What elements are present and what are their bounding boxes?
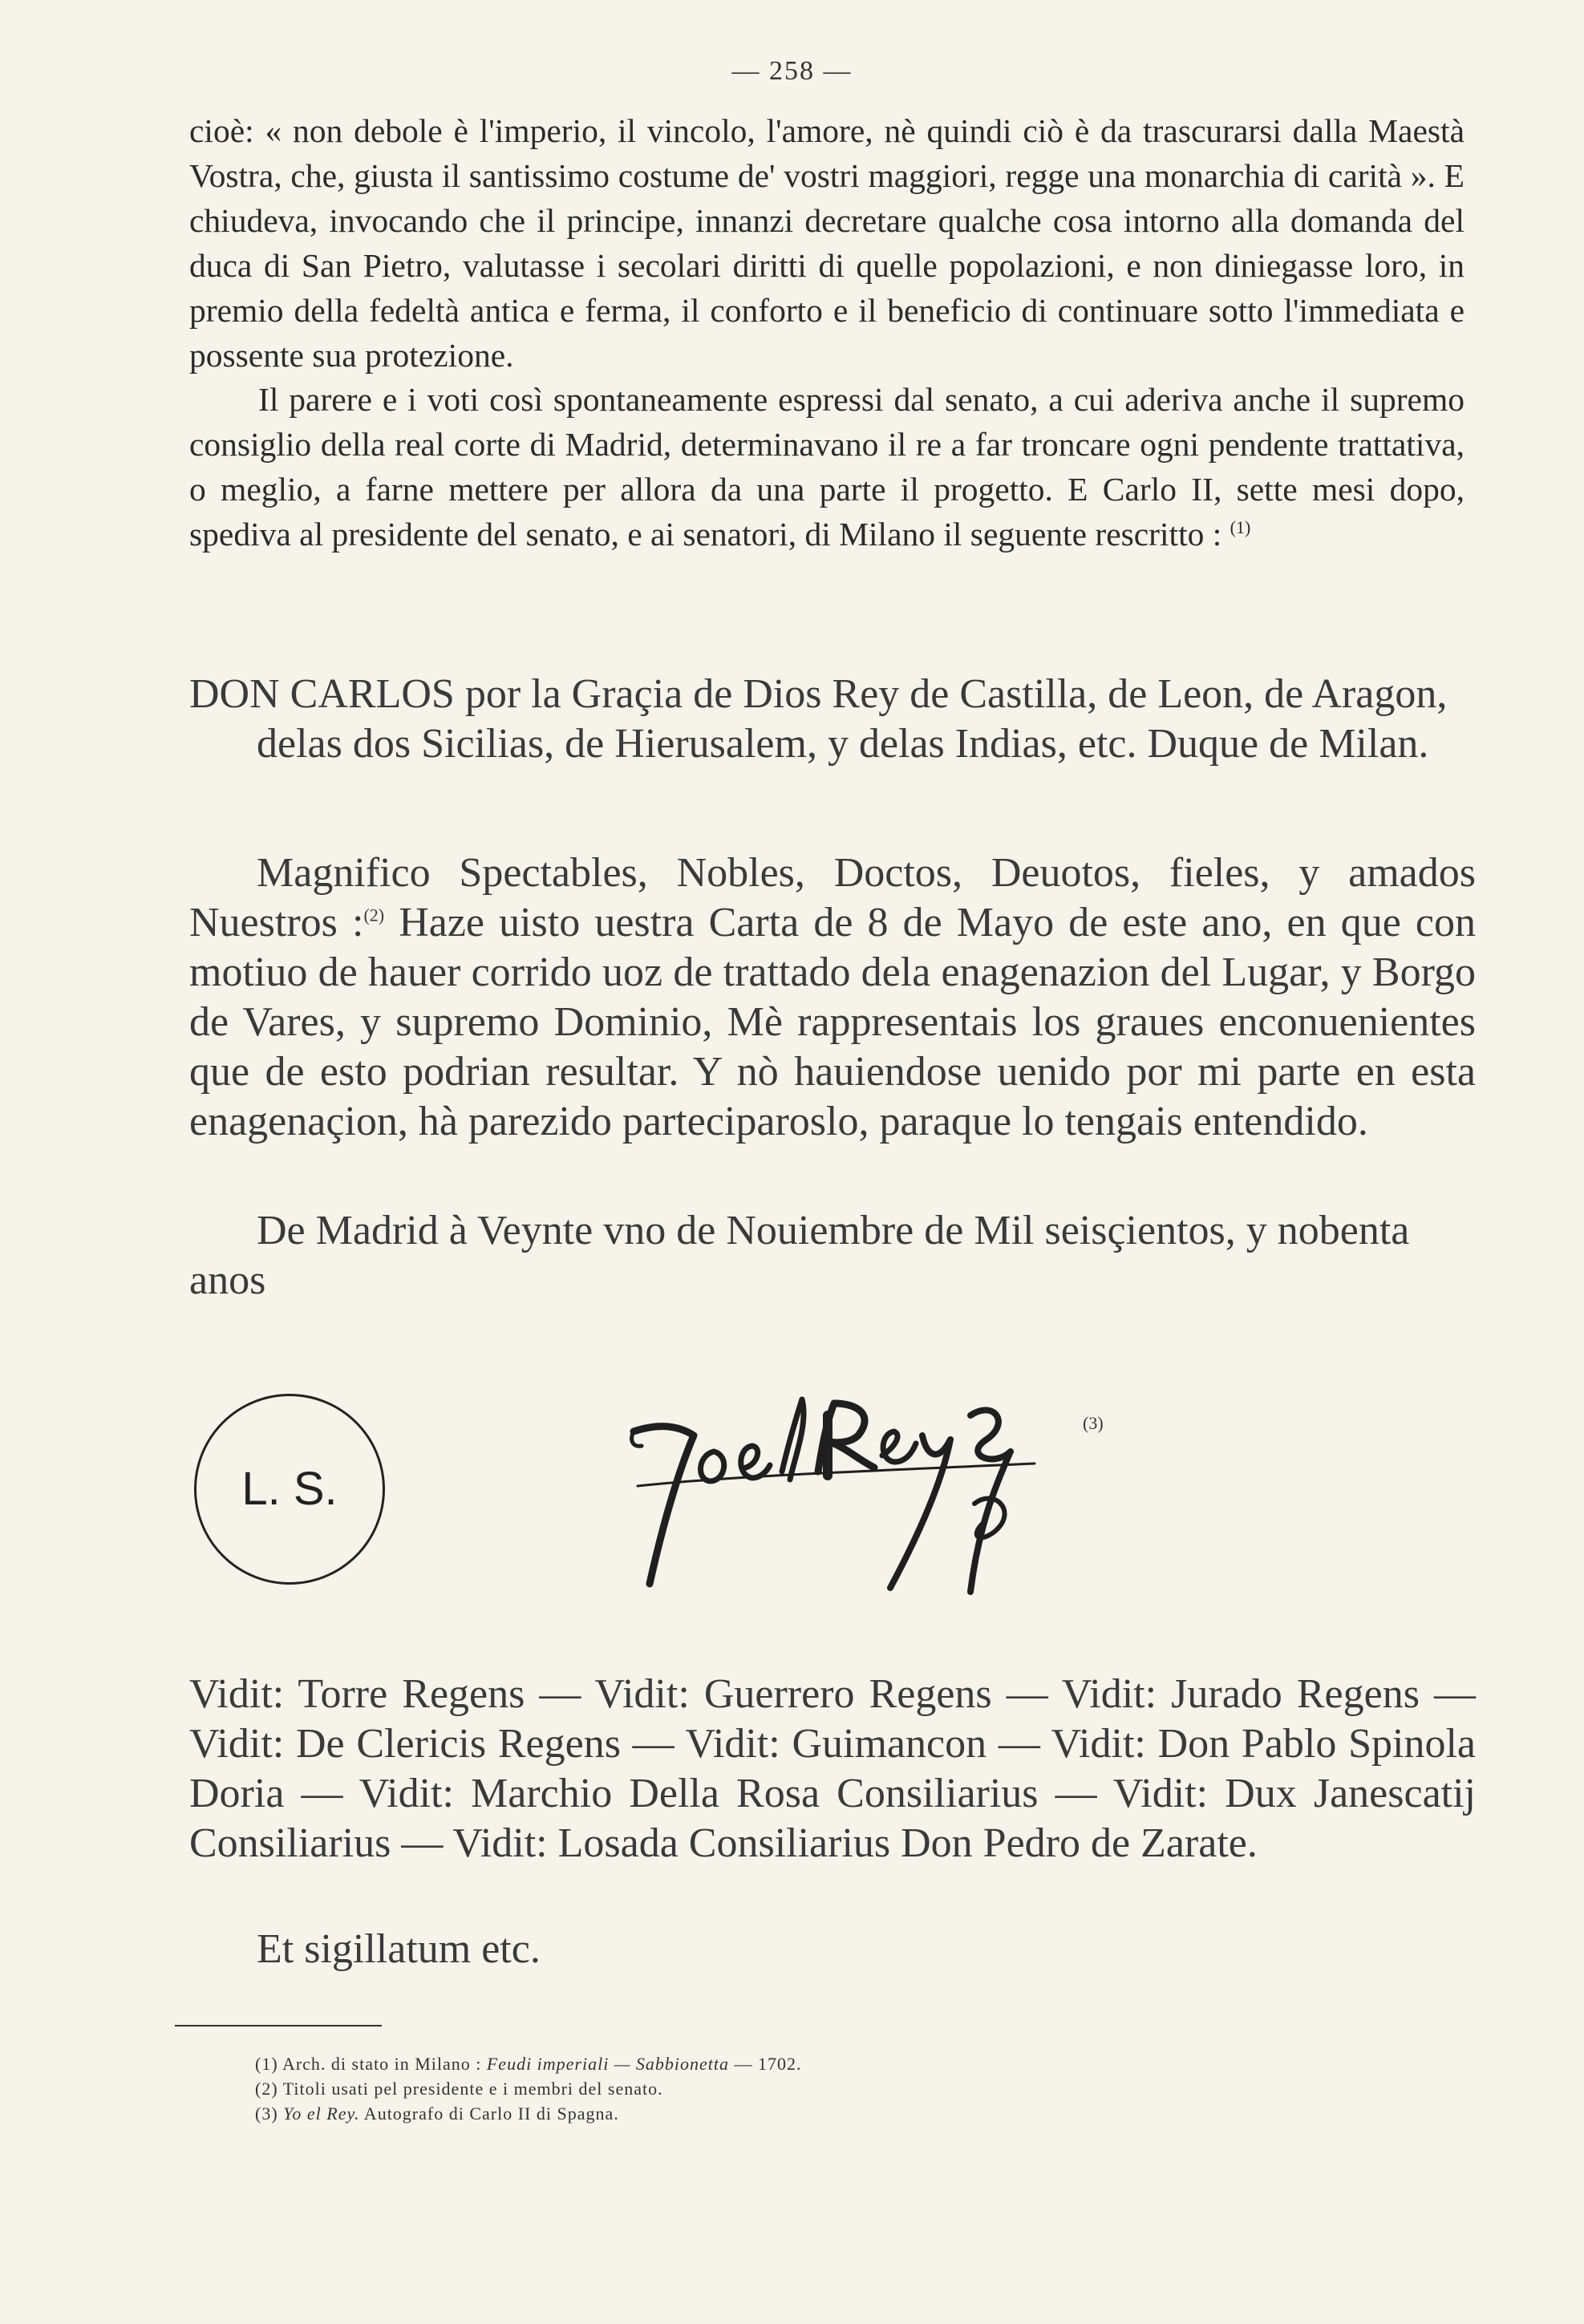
closing-line: Et sigillatum etc.: [257, 1926, 541, 1972]
royal-signature: [618, 1391, 1083, 1600]
letter-date-line: De Madrid à Veynte vno de Nouiembre de Mil seisçientos, y nobenta anos: [189, 1208, 1410, 1303]
paragraph-2: [189, 377, 1464, 557]
footnote-1: [255, 2051, 1298, 2076]
page-number: — 258 —: [731, 56, 853, 86]
footnote-1-year: — 1702.: [729, 2054, 802, 2074]
paragraph-2-text: Il parere e i voti così spontaneamente espressi dal senato, a cui aderiva anche il supremo consiglio della real corte di Madrid, determinavano il re a far troncare ogni pendente trattativa, o meglio, a farne mettere per allora da una parte il progetto. E Carlo II, sette mesi dopo, spediva al presidente del senato, e ai senatori, di Milano il seguente rescritto :: [189, 381, 1464, 553]
letter-heading: DON CARLOS por la Graçia de Dios Rey de Castilla, de Leon, de Aragon, delas dos Sicilias, de Hierusalem, y delas Indias, etc. Duque de Milan.: [189, 671, 1448, 767]
seal-locus-sigilli: [194, 1394, 385, 1585]
seal-label: L. S.: [241, 1463, 338, 1515]
paragraph-1: cioè: « non debole è l'imperio, il vincolo, l'amore, nè quindi ciò è da trascurarsi dalla Maestà Vostra, che, giusta il santissimo costume de' vostri maggiori, regge una monarchia di carità ». E chiudeva, invocando che il principe, innanzi decretare qualche cosa intorno alla domanda del duca di San Pietro, valutasse i secolari diritti di quelle popolazioni, e non diniegasse loro, in premio della fedeltà antica e ferma, il conforto e il beneficio di continuare sotto l'immediata e possente sua protezione.: [189, 112, 1464, 374]
letter-salutation: Magnifico Spectables, Nobles, Doctos, Deuotos, fieles, y amados Nuestros :: [189, 850, 1476, 945]
footnote-3-number: (3): [255, 2103, 284, 2124]
footnote-ref-1: (1): [1230, 517, 1251, 538]
countersignatures: Vidit: Torre Regens — Vidit: Guerrero Regens — Vidit: Jurado Regens — Vidit: De Clericis Regens — Vidit: Guimancon — Vidit: Don Pablo Spinola Doria — Vidit: Marchio Della Rosa Consiliarius — Vidit: Dux Janescatij Consiliarius — Vidit: Losada Consiliarius Don Pedro de Zarate.: [189, 1671, 1476, 1866]
footnote-3-text: Autografo di Carlo II di Spagna.: [359, 2103, 619, 2124]
footnote-ref-3: (3): [1083, 1413, 1104, 1433]
footnote-3-quote: Yo el Rey.: [283, 2103, 360, 2124]
footnote-1-source: (1) Arch. di stato in Milano :: [255, 2054, 487, 2074]
letter-paragraph-1: [189, 848, 1476, 1147]
footnote-1-title: Feudi imperiali — Sabbionetta: [486, 2054, 730, 2074]
letter-body: Haze uisto uestra Carta de 8 de Mayo de este ano, en que con motiuo de hauer corrido uoz de trattado dela enagenazion del Lugar, y Borgo de Vares, y supremo Dominio, Mè rappresentais los graues enconuenientes que de esto podrian resultar. Y nò hauiendose uenido por mi parte en esta enagenaçion, hà parezido parteciparoslo, paraque lo tengais entendido.: [189, 900, 1476, 1144]
footnotes: [255, 2051, 1298, 2126]
footnote-divider: [175, 2025, 382, 2026]
footnote-3: [255, 2101, 1298, 2126]
footnote-2: (2) Titoli usati pel presidente e i membri del senato.: [255, 2079, 663, 2099]
footnote-ref-2: (2): [363, 905, 385, 925]
